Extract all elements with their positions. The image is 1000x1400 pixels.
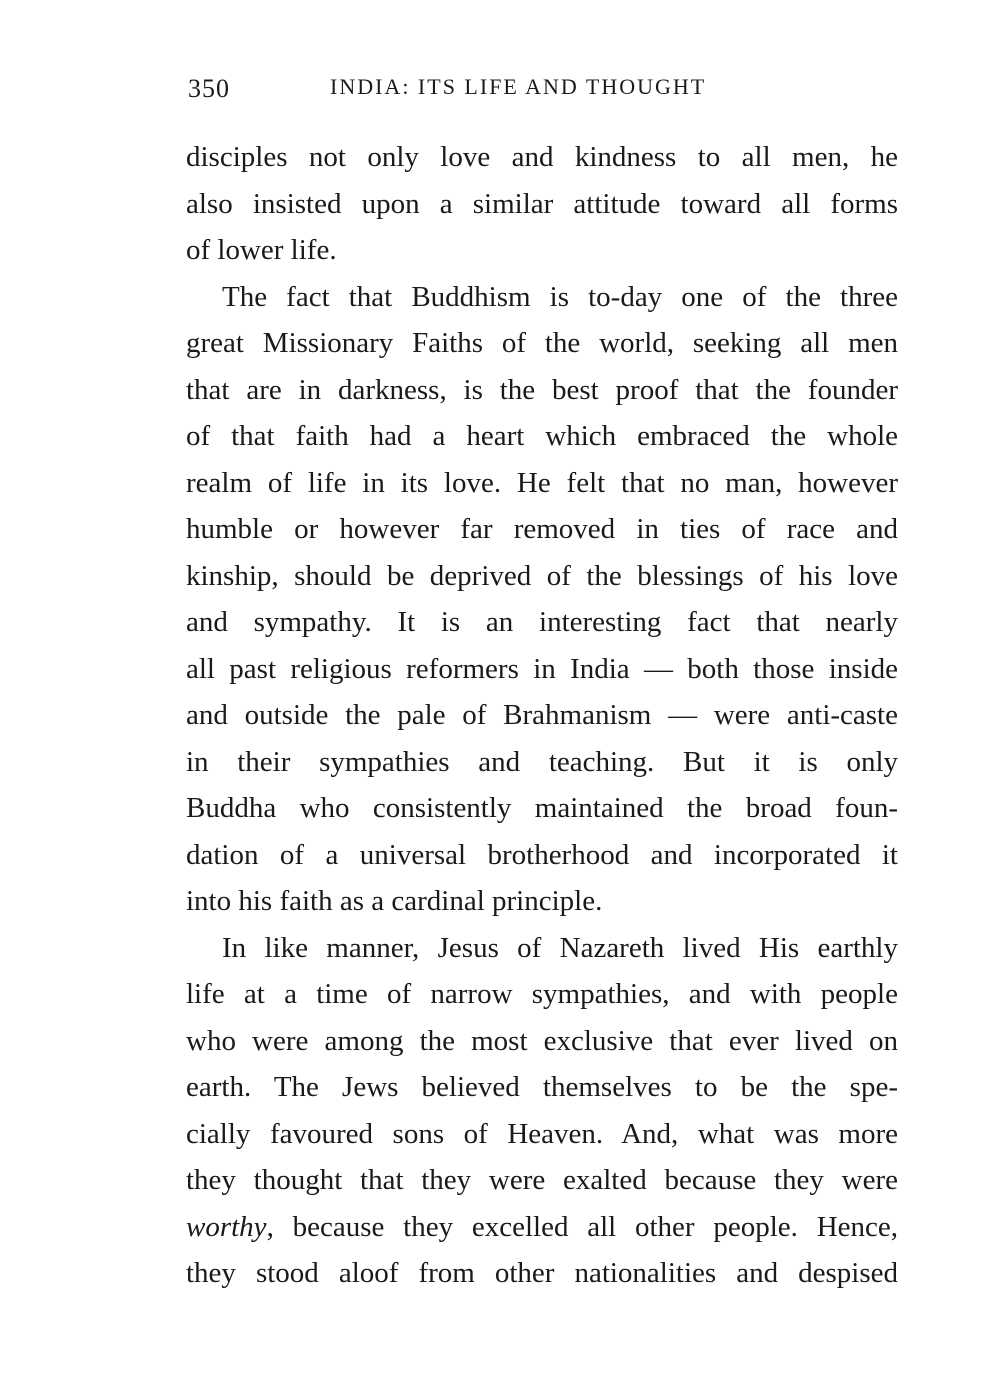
text-line: kinship, should be deprived of the blessings of his love	[186, 559, 898, 592]
text-line: cially favoured sons of Heaven. And, what was more	[186, 1117, 898, 1150]
running-title: INDIA: ITS LIFE AND THOUGHT	[330, 74, 707, 99]
text-line: realm of life in its love. He felt that no man, however	[186, 466, 898, 499]
text-line: and outside the pale of Brahmanism — were anti-caste	[186, 699, 898, 731]
page-number: 350	[188, 74, 230, 103]
paragraph-1	[186, 134, 898, 274]
text-line-rest: , because they excelled all other people. Hence,	[266, 1210, 898, 1243]
text-line: and sympathy. It is an interesting fact that nearly	[186, 606, 898, 638]
text-line: The fact that Buddhism is to-day one of the three	[222, 280, 898, 313]
text-line: also insisted upon a similar attitude toward all forms	[186, 187, 898, 220]
text-line: of that faith had a heart which embraced the whole	[186, 420, 898, 452]
text-line: Buddha who consistently maintained the broad foun-	[186, 792, 898, 824]
text-line: in their sympathies and teaching. But it is only	[186, 745, 898, 778]
running-header	[188, 68, 898, 108]
body-text	[186, 134, 898, 1297]
text-line: that are in darkness, is the best proof that the founder	[186, 373, 898, 406]
text-line: humble or however far removed in ties of race and	[186, 513, 898, 545]
text-line: all past religious reformers in India — both those inside	[186, 652, 898, 685]
text-line: dation of a universal brotherhood and incorporated it	[186, 838, 898, 871]
text-line: earth. The Jews believed themselves to be the spe-	[186, 1071, 898, 1103]
text-line: of lower life.	[186, 234, 337, 266]
paragraph-2	[186, 274, 898, 925]
text-line: into his faith as a cardinal principle.	[186, 885, 603, 917]
paragraph-3	[186, 925, 898, 1297]
text-line: they thought that they were exalted because they were	[186, 1164, 898, 1196]
text-line: great Missionary Faiths of the world, seeking all men	[186, 327, 898, 359]
text-line: disciples not only love and kindness to all men, he	[186, 141, 898, 173]
text-line-with-italic	[186, 1204, 898, 1251]
text-line: life at a time of narrow sympathies, and with people	[186, 978, 898, 1010]
text-line: In like manner, Jesus of Nazareth lived His earthly	[222, 931, 898, 964]
text-line: who were among the most exclusive that ever lived on	[186, 1024, 898, 1057]
italic-word: worthy	[186, 1210, 267, 1243]
text-line: they stood aloof from other nationalities and despised	[186, 1257, 898, 1289]
